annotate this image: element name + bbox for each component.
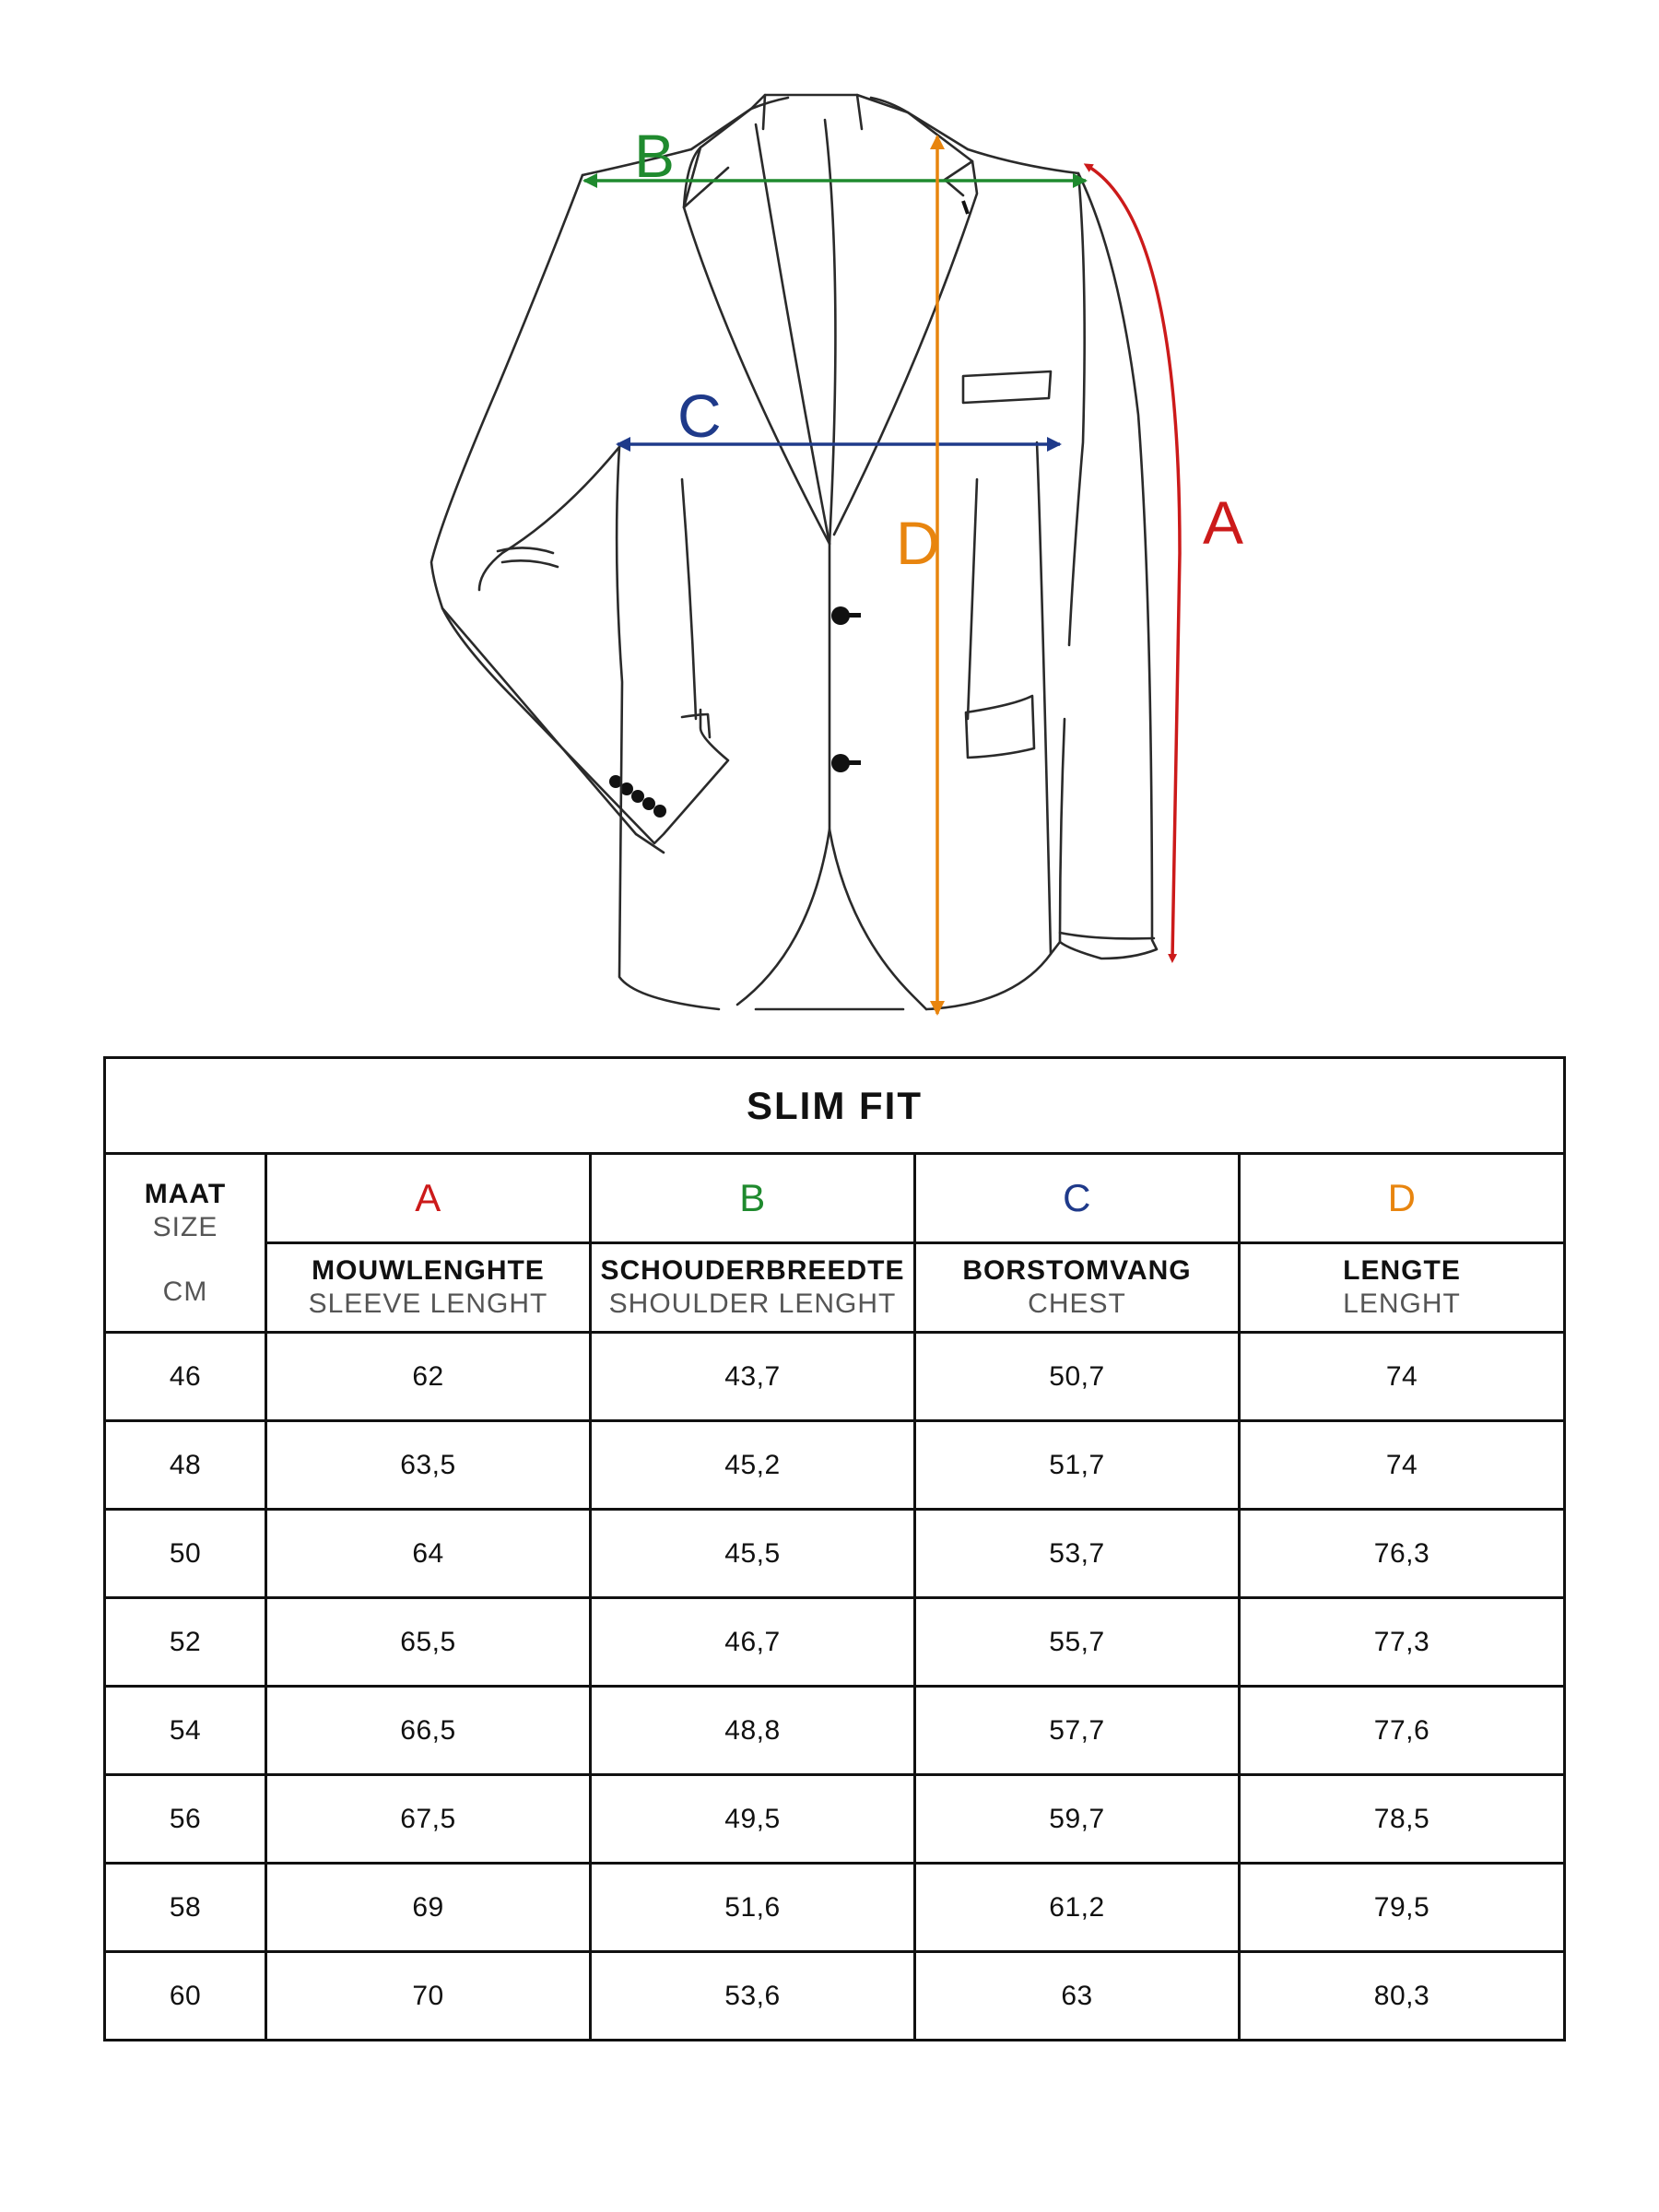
shoulder-cell: 53,6 xyxy=(591,1952,915,2041)
shoulder-cell: 45,2 xyxy=(591,1421,915,1510)
size-header-nl: MAAT xyxy=(144,1178,227,1209)
size-cell: 58 xyxy=(105,1864,266,1952)
col-label-a-en: SLEEVE LENGHT xyxy=(308,1288,548,1319)
size-cell: 54 xyxy=(105,1687,266,1775)
size-table xyxy=(103,1056,1566,2041)
col-label-a-nl: MOUWLENGHTE xyxy=(312,1255,545,1286)
size-cell: 48 xyxy=(105,1421,266,1510)
col-label-a xyxy=(266,1243,591,1333)
col-label-b-en: SHOULDER LENGHT xyxy=(608,1288,897,1319)
sleeve-cell: 67,5 xyxy=(266,1775,591,1864)
jacket-diagram xyxy=(0,0,1659,1032)
size-cell: 46 xyxy=(105,1333,266,1421)
sleeve-cell: 63,5 xyxy=(266,1421,591,1510)
table-row xyxy=(105,1775,1565,1864)
table-row xyxy=(105,1421,1565,1510)
measure-a-arrow xyxy=(1088,166,1180,959)
col-letter-a: A xyxy=(266,1154,591,1243)
shoulder-cell: 48,8 xyxy=(591,1687,915,1775)
table-row xyxy=(105,1952,1565,2041)
sleeve-cell: 64 xyxy=(266,1510,591,1598)
shoulder-cell: 46,7 xyxy=(591,1598,915,1687)
sleeve-cell: 65,5 xyxy=(266,1598,591,1687)
length-cell: 77,6 xyxy=(1240,1687,1565,1775)
front-buttons xyxy=(831,606,861,772)
size-cell: 60 xyxy=(105,1952,266,2041)
chest-cell: 59,7 xyxy=(915,1775,1240,1864)
length-cell: 80,3 xyxy=(1240,1952,1565,2041)
table-row xyxy=(105,1687,1565,1775)
chest-cell: 51,7 xyxy=(915,1421,1240,1510)
shoulder-cell: 43,7 xyxy=(591,1333,915,1421)
length-cell: 77,3 xyxy=(1240,1598,1565,1687)
size-cell: 52 xyxy=(105,1598,266,1687)
size-cell: 56 xyxy=(105,1775,266,1864)
shoulder-cell: 45,5 xyxy=(591,1510,915,1598)
chest-cell: 53,7 xyxy=(915,1510,1240,1598)
col-label-c xyxy=(915,1243,1240,1333)
label-a: A xyxy=(1203,488,1244,557)
size-header xyxy=(105,1154,266,1333)
col-label-c-en: CHEST xyxy=(1028,1288,1126,1319)
col-letter-c: C xyxy=(915,1154,1240,1243)
sleeve-cell: 66,5 xyxy=(266,1687,591,1775)
col-label-d-en: LENGHT xyxy=(1343,1288,1461,1319)
chest-cell: 50,7 xyxy=(915,1333,1240,1421)
length-cell: 79,5 xyxy=(1240,1864,1565,1952)
chest-cell: 61,2 xyxy=(915,1864,1240,1952)
shoulder-cell: 49,5 xyxy=(591,1775,915,1864)
col-label-d-nl: LENGTE xyxy=(1343,1255,1461,1286)
shoulder-cell: 51,6 xyxy=(591,1864,915,1952)
jacket-outline xyxy=(431,95,1157,1009)
length-cell: 74 xyxy=(1240,1333,1565,1421)
size-cell: 50 xyxy=(105,1510,266,1598)
col-label-b xyxy=(591,1243,915,1333)
col-label-d xyxy=(1240,1243,1565,1333)
sleeve-cell: 70 xyxy=(266,1952,591,2041)
label-d: D xyxy=(896,509,940,577)
table-title: SLIM FIT xyxy=(105,1058,1565,1154)
sleeve-cell: 69 xyxy=(266,1864,591,1952)
label-c: C xyxy=(677,382,722,450)
table-row xyxy=(105,1864,1565,1952)
col-label-c-nl: BORSTOMVANG xyxy=(962,1255,1192,1286)
size-header-en: SIZE xyxy=(152,1211,218,1242)
chest-cell: 57,7 xyxy=(915,1687,1240,1775)
chest-cell: 55,7 xyxy=(915,1598,1240,1687)
col-letter-d: D xyxy=(1240,1154,1565,1243)
col-letter-b: B xyxy=(591,1154,915,1243)
sleeve-cell: 62 xyxy=(266,1333,591,1421)
length-cell: 78,5 xyxy=(1240,1775,1565,1864)
length-cell: 76,3 xyxy=(1240,1510,1565,1598)
chest-cell: 63 xyxy=(915,1952,1240,2041)
col-label-b-nl: SCHOUDERBREEDTE xyxy=(600,1255,905,1286)
size-header-unit: CM xyxy=(162,1276,208,1307)
table-row xyxy=(105,1333,1565,1421)
length-cell: 74 xyxy=(1240,1421,1565,1510)
table-row xyxy=(105,1510,1565,1598)
label-b: B xyxy=(634,122,676,190)
table-row xyxy=(105,1598,1565,1687)
